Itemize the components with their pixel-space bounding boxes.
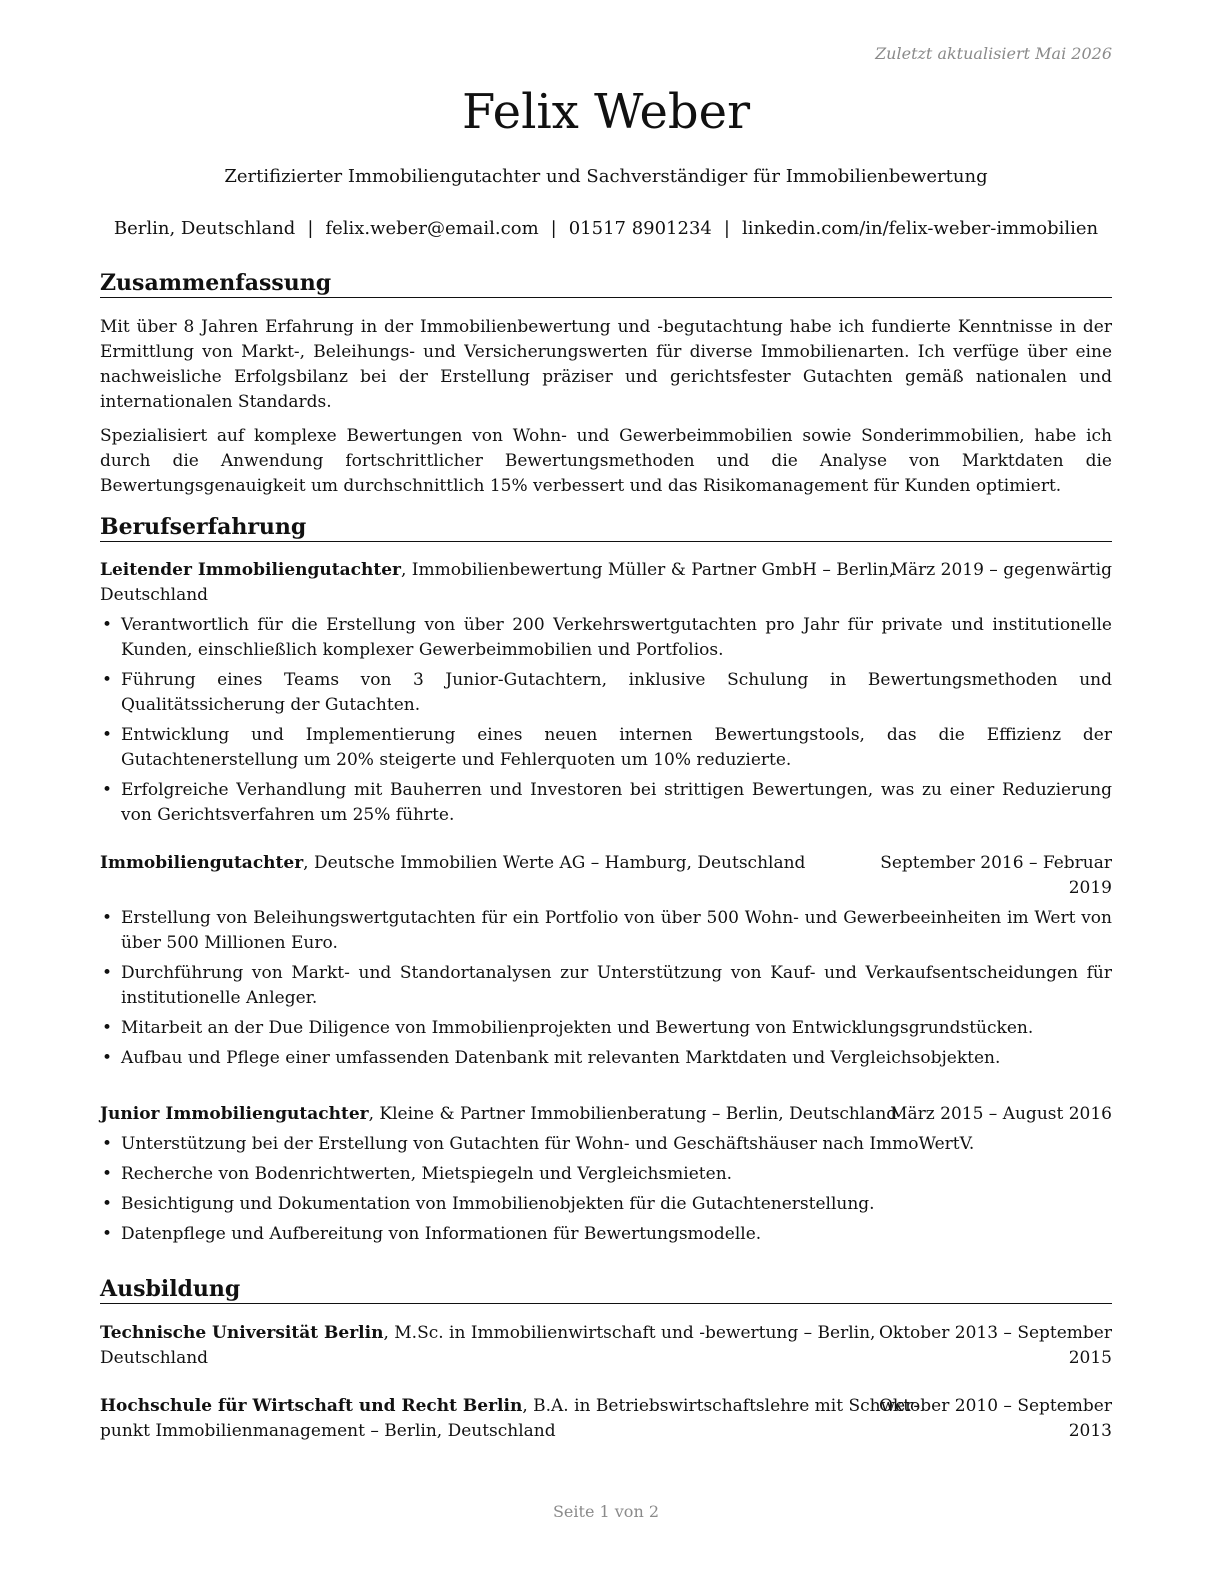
education-degree: , B.A. in Betriebswirtschaftslehre mit Schwer- xyxy=(522,1396,920,1416)
last-updated-note: Zuletzt aktualisiert Mai 2026 xyxy=(875,44,1112,63)
education-degree-continued: punkt Immobilienmanagement – Berlin, Deutschland xyxy=(100,1421,556,1441)
list-item: • Recherche von Bodenrichtwerten, Mietspiegeln und Vergleichsmieten. xyxy=(102,1164,733,1184)
job-employer-location: Deutschland xyxy=(100,585,209,605)
job-header xyxy=(100,851,1112,901)
list-item: • Datenpflege und Aufbereitung von Informationen für Bewertungsmodelle. xyxy=(102,1224,762,1244)
education-degree: , M.Sc. in Immobilienwirtschaft und -bewertung – Berlin, xyxy=(383,1323,876,1343)
contact-location: Berlin, Deutschland xyxy=(113,218,296,239)
list-item: • Besichtigung und Dokumentation von Immobilienobjekten für die Gutachtenerstellung. xyxy=(102,1194,875,1214)
section-title-experience: Berufserfahrung xyxy=(100,514,1112,542)
section-title-education: Ausbildung xyxy=(100,1276,1112,1304)
job-dates: September 2016 – Februar 2019 xyxy=(880,853,1112,898)
list-item: • Erfolgreiche Verhandlung mit Bauherren und Investoren bei strittigen Bewertungen, was zu einer Reduzierung von Gerichtsverfahren um 25% führte. xyxy=(102,780,1112,825)
job-employer: , Deutsche Immobilien Werte AG – Hamburg, Deutschland xyxy=(303,853,806,873)
job-dates: März 2019 – gegenwärtig xyxy=(890,560,1112,580)
education-entry xyxy=(100,1394,1112,1444)
job-dates: März 2015 – August 2016 xyxy=(890,1104,1112,1124)
education-school-degree xyxy=(100,1394,919,1444)
contact-separator: | xyxy=(723,218,730,239)
contact-phone: 01517 8901234 xyxy=(568,218,712,239)
summary-paragraph: Spezialisiert auf komplexe Bewertungen von Wohn- und Gewerbeimmobilien sowie Sonderimmobilien, habe ich durch die Anwendung fortschrittlicher Bewertungsmethoden und die Analyse von Marktdaten die Bewertungsgenauigkeit um durchschnittlich 15% verbessert und das Risikomanagement für Kunden optimiert. xyxy=(100,426,1112,496)
job-role: Junior Immobiliengutachter xyxy=(100,1104,369,1124)
job-role: Leitender Immobiliengutachter xyxy=(100,560,401,580)
education-school: Hochschule für Wirtschaft und Recht Berlin xyxy=(100,1396,523,1416)
contact-linkedin[interactable]: linkedin.com/in/felix-weber-immobilien xyxy=(741,218,1099,239)
education-location: Deutschland xyxy=(100,1348,209,1368)
education-dates: Oktober 2010 – September 2013 xyxy=(878,1396,1112,1441)
job-bullet-list xyxy=(100,1132,1112,1252)
list-item: • Entwicklung und Implementierung eines neuen internen Bewertungstools, das die Effizienz der Gutachtenerstellung um 20% steigerte und Fehlerquoten um 10% reduzierte. xyxy=(102,725,1112,770)
candidate-name: Felix Weber xyxy=(461,84,751,140)
job-title-employer xyxy=(100,1102,897,1127)
contact-line xyxy=(100,218,1112,239)
page-number: Seite 1 von 2 xyxy=(552,1502,660,1521)
list-item: • Aufbau und Pflege einer umfassenden Datenbank mit relevanten Marktdaten und Vergleichsobjekten. xyxy=(102,1048,1001,1068)
education-entry xyxy=(100,1321,1112,1371)
list-item: • Erstellung von Beleihungswertgutachten für ein Portfolio von über 500 Wohn- und Gewerbeeinheiten im Wert von über 500 Millionen Euro. xyxy=(102,908,1112,953)
job-bullet-list xyxy=(100,613,1112,833)
job-role: Immobiliengutachter xyxy=(100,853,304,873)
list-item: • Mitarbeit an der Due Diligence von Immobilienprojekten und Bewertung von Entwicklungsgrundstücken. xyxy=(102,1018,1034,1038)
list-item: • Unterstützung bei der Erstellung von Gutachten für Wohn- und Geschäftshäuser nach ImmoWertV. xyxy=(102,1134,975,1154)
job-bullet-list xyxy=(100,906,1112,1076)
section-title-summary: Zusammenfassung xyxy=(100,270,1112,298)
contact-separator: | xyxy=(307,218,314,239)
job-title-employer xyxy=(100,558,894,608)
list-item: • Führung eines Teams von 3 Junior-Gutachtern, inklusive Schulung in Bewertungsmethoden und Qualitätssicherung der Gutachten. xyxy=(102,670,1112,715)
candidate-headline: Zertifizierter Immobiliengutachter und Sachverständiger für Immobilienbewertung xyxy=(224,166,988,187)
summary-paragraph: Mit über 8 Jahren Erfahrung in der Immobilienbewertung und -begutachtung habe ich fundierte Kenntnisse in der Ermittlung von Markt-, Beleihungs- und Versicherungswerten für diverse Immobilienarten. Ich verfüge über eine nachweisliche Erfolgsbilanz bei der Erstellung präziser und gerichtsfester Gutachten gemäß nationalen und internationalen Standards. xyxy=(100,317,1112,412)
job-employer: , Kleine & Partner Immobilienberatung – Berlin, Deutschland xyxy=(368,1104,898,1124)
contact-separator: | xyxy=(550,218,557,239)
job-header xyxy=(100,558,1112,608)
contact-email[interactable]: felix.weber@email.com xyxy=(325,218,539,239)
job-title-employer xyxy=(100,851,805,876)
job-employer: , Immobilienbewertung Müller & Partner GmbH – Berlin, xyxy=(401,560,895,580)
education-school: Technische Universität Berlin xyxy=(100,1323,384,1343)
education-school-degree xyxy=(100,1321,875,1371)
education-dates: Oktober 2013 – September 2015 xyxy=(878,1323,1112,1368)
list-item: • Durchführung von Markt- und Standortanalysen zur Unterstützung von Kauf- und Verkaufsentscheidungen für institutionelle Anleger. xyxy=(102,963,1112,1008)
job-header xyxy=(100,1102,1112,1127)
list-item: • Verantwortlich für die Erstellung von über 200 Verkehrswertgutachten pro Jahr für private und institutionelle Kunden, einschließlich komplexer Gewerbeimmobilien und Portfolios. xyxy=(102,615,1112,660)
